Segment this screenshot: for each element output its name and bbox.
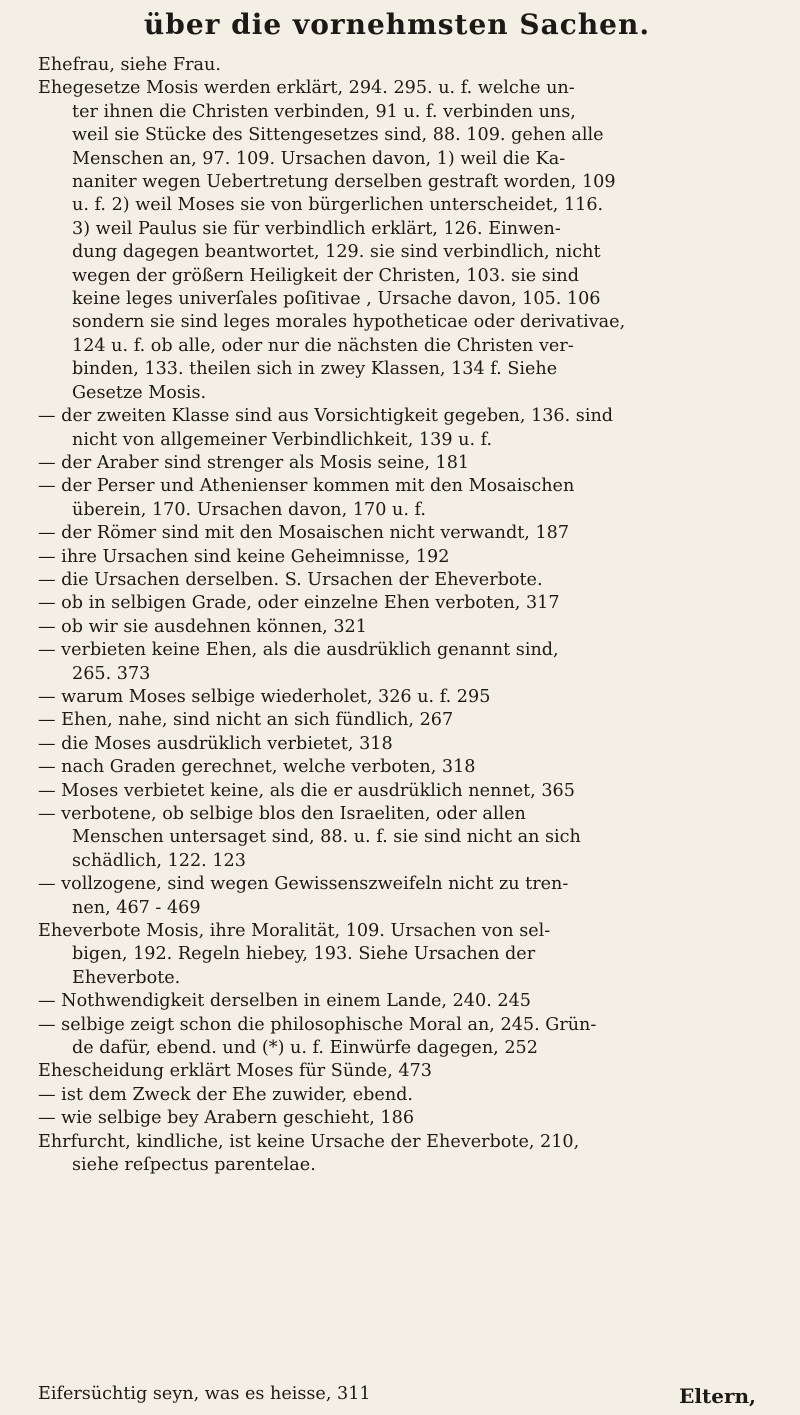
- index-continuation-line: schädlich, 122. 123: [72, 850, 246, 871]
- index-headword-line: Eheverbote Mosis, ihre Moralität, 109. Ursachen von sel-: [38, 921, 551, 942]
- index-continuation-line: binden, 133. theilen sich in zwey Klassen, 134 f. Siehe: [72, 359, 558, 380]
- index-continuation-line: wegen der größern Heiligkeit der Christen, 103. sie sind: [72, 265, 579, 286]
- index-continuation-line: naniter wegen Uebertretung derselben gestraft worden, 109: [72, 172, 616, 193]
- index-continuation-line: nen, 467 - 469: [72, 897, 201, 918]
- index-continuation-line: 3) weil Paulus sie für verbindlich erklärt, 126. Einwen-: [72, 218, 561, 239]
- index-subentry-line: — selbige zeigt schon die philosophische Moral an, 245. Grün-: [38, 1014, 597, 1035]
- index-continuation-line: de dafür, ebend. und (*) u. f. Einwürfe dagegen, 252: [72, 1038, 538, 1059]
- index-subentry-line: — ist dem Zweck der Ehe zuwider, ebend.: [38, 1084, 414, 1105]
- index-subentry-line: — vollzogene, sind wegen Gewissenszweifeln nicht zu tren-: [38, 874, 569, 895]
- index-subentry-line: — verbotene, ob selbige blos den Israeliten, oder allen: [38, 804, 526, 824]
- index-body: [38, 54, 756, 1178]
- footer-line: [38, 1384, 756, 1408]
- index-continuation-line: siehe reſpectus parentelae.: [72, 1155, 316, 1176]
- index-headword-line: Ehescheidung erklärt Moses für Sünde, 473: [38, 1061, 432, 1082]
- index-continuation-line: keine leges univerſales poſitivae , Ursache davon, 105. 106: [72, 289, 601, 310]
- index-subentry-line: — Nothwendigkeit derselben in einem Lande, 240. 245: [38, 991, 531, 1012]
- index-subentry-line: — ob in selbigen Grade, oder einzelne Ehen verboten, 317: [38, 593, 560, 614]
- index-headword-line: Ehefrau, siehe Frau.: [38, 55, 221, 75]
- index-continuation-line: sondern sie sind leges morales hypotheticae oder derivativae,: [72, 312, 626, 333]
- index-headword-line: Ehegesetze Mosis werden erklärt, 294. 295. u. f. welche un-: [38, 78, 575, 99]
- index-subentry-line: — wie selbige bey Arabern geschieht, 186: [38, 1108, 415, 1129]
- index-subentry-line: — ob wir sie ausdehnen können, 321: [38, 616, 367, 637]
- index-subentry-line: — warum Moses selbige wiederholet, 326 u. f. 295: [38, 686, 491, 707]
- index-continuation-line: ter ihnen die Christen verbinden, 91 u. f. verbinden uns,: [72, 101, 576, 122]
- index-headword-line: Ehrfurcht, kindliche, ist keine Ursache der Eheverbote, 210,: [38, 1131, 580, 1152]
- index-subentry-line: — der zweiten Klasse sind aus Vorsichtigkeit gegeben, 136. sind: [38, 406, 614, 427]
- index-continuation-line: 124 u. f. ob alle, oder nur die nächsten die Christen ver-: [72, 335, 574, 356]
- index-continuation-line: Menschen untersaget sind, 88. u. f. sie sind nicht an sich: [72, 827, 581, 848]
- running-head: über die vornehmsten Sachen.: [143, 8, 651, 41]
- index-subentry-line: — nach Graden gerechnet, welche verboten, 318: [38, 757, 476, 778]
- index-subentry-line: — der Perser und Athenienser kommen mit den Mosaischen: [38, 476, 575, 497]
- index-continuation-line: bigen, 192. Regeln hiebey, 193. Siehe Ursachen der: [72, 944, 536, 965]
- index-subentry-line: — die Moses ausdrüklich verbietet, 318: [38, 733, 393, 754]
- index-continuation-line: u. f. 2) weil Moses sie von bürgerlichen unterscheidet, 116.: [72, 195, 604, 216]
- index-subentry-line: — der Römer sind mit den Mosaischen nicht verwandt, 187: [38, 523, 570, 544]
- index-continuation-line: Eheverbote.: [72, 967, 181, 988]
- index-subentry-line: — verbieten keine Ehen, als die ausdrüklich genannt sind,: [38, 640, 559, 661]
- index-continuation-line: nicht von allgemeiner Verbindlichkeit, 139 u. f.: [72, 429, 493, 450]
- index-continuation-line: Gesetze Mosis.: [72, 382, 207, 403]
- index-subentry-line: — ihre Ursachen sind keine Geheimnisse, 192: [38, 546, 450, 567]
- index-continuation-line: Menschen an, 97. 109. Ursachen davon, 1) weil die Ka-: [72, 148, 566, 169]
- index-subentry-line: — Moses verbietet keine, als die er ausdrüklich nennet, 365: [38, 780, 575, 801]
- footer-entry: Eifersüchtig seyn, was es heisse, 311: [38, 1384, 371, 1404]
- index-subentry-line: — Ehen, nahe, sind nicht an sich fündlich, 267: [38, 710, 454, 731]
- index-continuation-line: weil sie Stücke des Sittengesetzes sind, 88. 109. gehen alle: [72, 125, 604, 146]
- index-continuation-line: dung dagegen beantwortet, 129. sie sind verbindlich, nicht: [72, 242, 601, 263]
- index-subentry-line: — die Ursachen derselben. S. Ursachen der Eheverbote.: [38, 569, 543, 590]
- catchword: Eltern,: [679, 1384, 756, 1408]
- index-continuation-line: 265. 373: [72, 663, 151, 684]
- index-subentry-line: — der Araber sind strenger als Mosis seine, 181: [38, 452, 470, 473]
- index-continuation-line: überein, 170. Ursachen davon, 170 u. f.: [72, 499, 426, 520]
